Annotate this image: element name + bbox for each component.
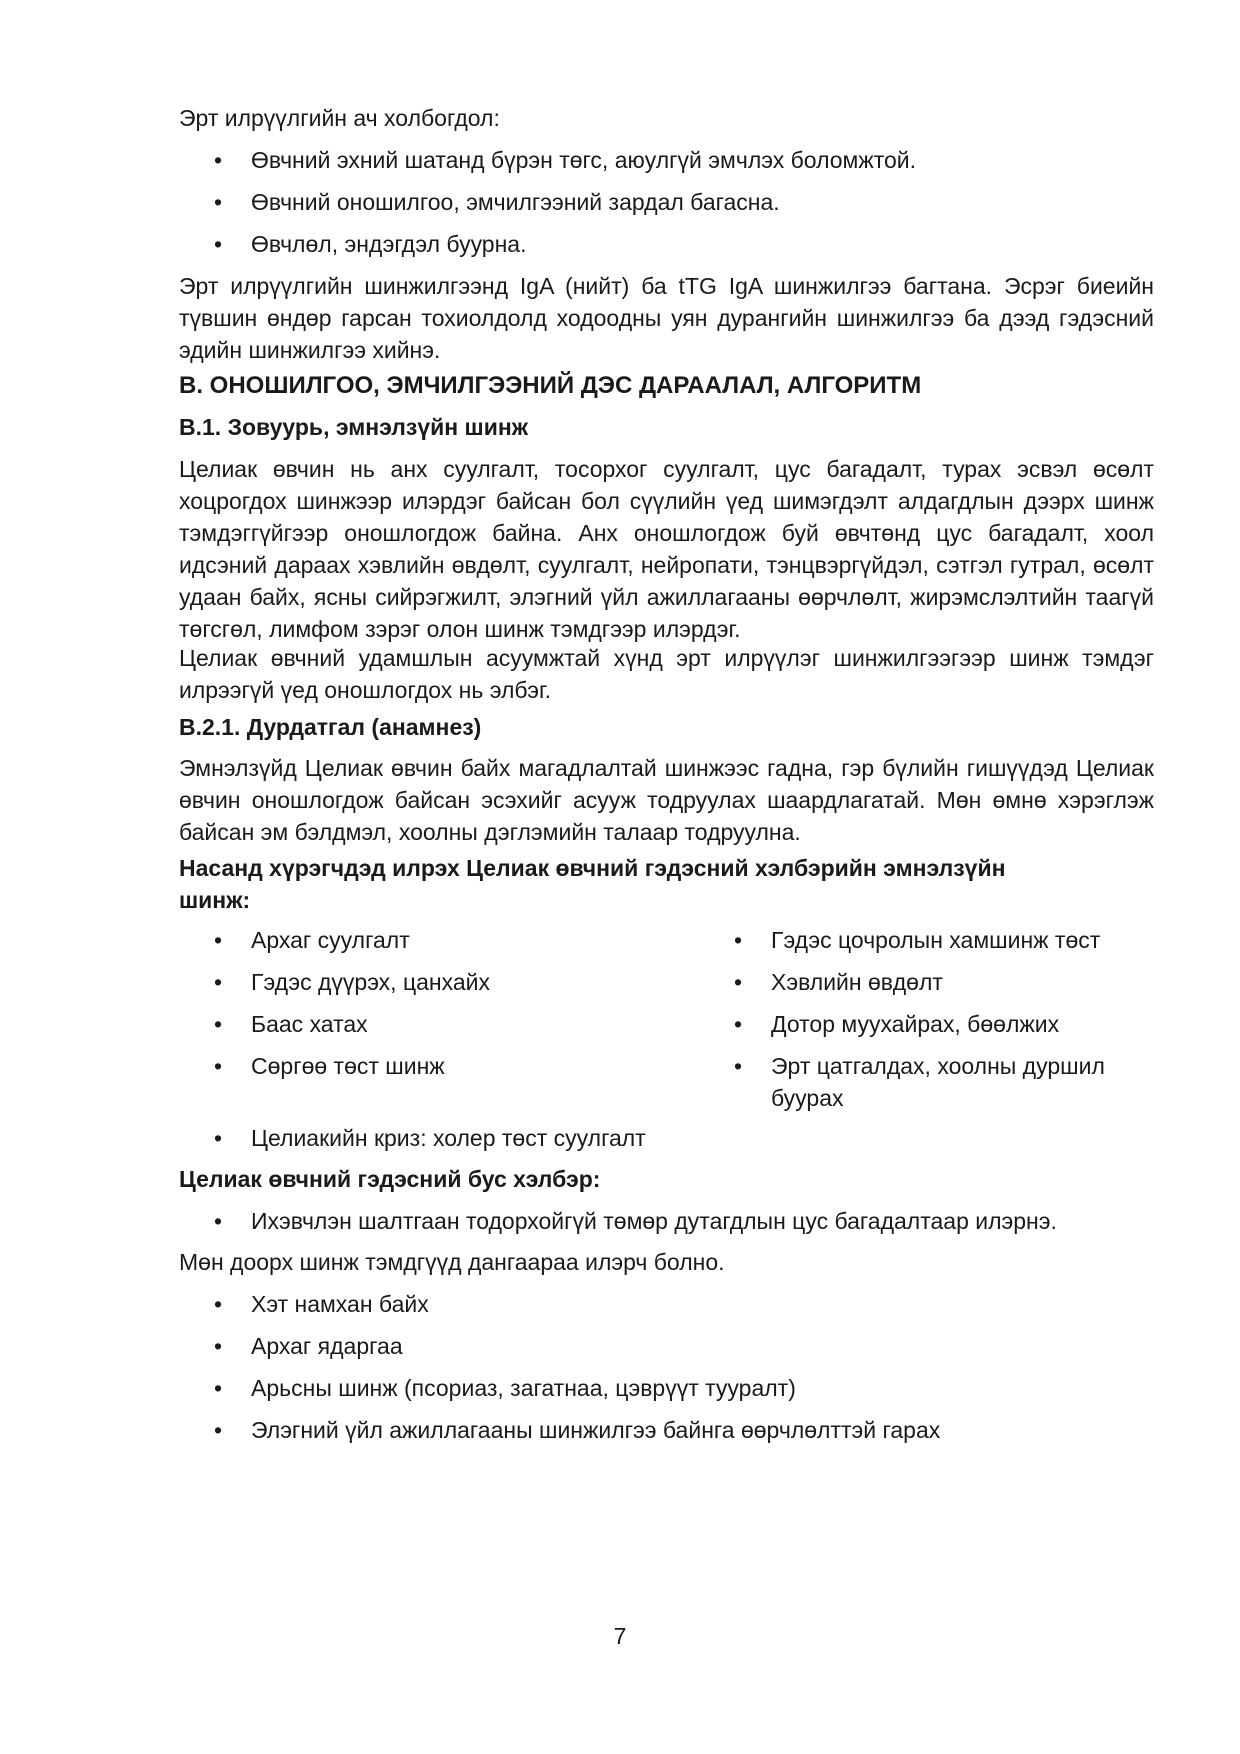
screening-paragraph: Эрт илрүүлгийн шинжилгээнд IgA (нийт) ба tTG IgA шинжилгээ багтана. Эсрэг биеийн түвшин өндөр гарсан тохиолдолд ходоодны уян дурангийн шинжилгээ ба дээд гэдэсний эдийн шинжилгээ хийнэ.	[179, 273, 1154, 363]
page-number: 7	[613, 1623, 627, 1649]
b1-paragraph-1: Целиак өвчин нь анх суулгалт, тосорхог суулгалт, цус багадалт, турах эсвэл өсөлт хоцрогдох шинжээр илэрдэг байсан бол сүүлийн үед шимэгдэлт алдагдлын дээрх шинж тэмдэггүйгээр оношлогдож байна. Анх оношлогдож буй өвчтөнд цус багадалт, хоол идсэний дараах хэвлийн өвдөлт, суулгалт, нейропати, тэнцвэргүйдэл, сэтгэл гутрал, өсөлт удаан байх, ясны сийрэгжилт, элэгний үйл ажиллагааны өөрчлөлт, жирэмслэлтийн таагүй төгсгөл, лимфом зэрэг олон шинж тэмдгээр илэрдэг.	[179, 456, 1154, 642]
list-item: • Ихэвчлэн шалтгаан тодорхойгүй төмөр дутагдлын цус багадалтаар илэрнэ.	[179, 1205, 1179, 1237]
list-item: • Өвчний эхний шатанд бүрэн төгс, аюулгүй эмчлэх боломжтой.	[179, 144, 1179, 176]
list-item: • Элэгний үйл ажиллагааны шинжилгээ байнга өөрчлөлттэй гарах	[179, 1414, 1179, 1446]
non-intestinal-list	[179, 1205, 1179, 1237]
list-item: • Архаг суулгалт	[179, 924, 609, 956]
list-item: • Дотор муухайрах, бөөлжих	[699, 1008, 1154, 1040]
section-b1-title: В.1. Зовуурь, эмнэлзүйн шинж	[179, 414, 529, 440]
additional-symptoms-list	[179, 1288, 1179, 1446]
early-detection-heading: Эрт илрүүлгийн ач холбогдол:	[179, 105, 500, 131]
early-detection-list	[179, 144, 1179, 260]
also-symptoms-text: Мөн доорх шинж тэмдгүүд дангаараа илэрч болно.	[179, 1249, 725, 1275]
non-intestinal-title: Целиак өвчний гэдэсний бус хэлбэр:	[179, 1166, 601, 1192]
adult-symptoms-left-list	[179, 924, 609, 1082]
list-item: • Архаг ядаргаа	[179, 1330, 1179, 1362]
list-item: • Хэвлийн өвдөлт	[699, 966, 1154, 998]
list-item: • Хэт намхан байх	[179, 1288, 1179, 1320]
list-item: • Өвчний оношилгоо, эмчилгээний зардал багасна.	[179, 186, 1179, 218]
list-item: • Баас хатах	[179, 1008, 609, 1040]
b21-paragraph: Эмнэлзүйд Целиак өвчин байх магадлалтай шинжээс гадна, гэр бүлийн гишүүдэд Целиак өвчин оношлогдож байсан эсэхийг асууж тодруулах шаардлагатай. Мөн өмнө хэрэглэж байсан эм бэлдмэл, хоолны дэглэмийн талаар тодруулна.	[179, 755, 1154, 845]
list-item: • Сөргөө төст шинж	[179, 1050, 609, 1082]
section-b-title: В. ОНОШИЛГОО, ЭМЧИЛГЭЭНИЙ ДЭС ДАРААЛАЛ, АЛГОРИТМ	[179, 372, 922, 399]
list-item: • Өвчлөл, эндэгдэл буурна.	[179, 228, 1179, 260]
list-item: • Арьсны шинж (псориаз, загатнаа, цэврүүт тууралт)	[179, 1372, 1179, 1404]
list-item: • Гэдэс цочролын хамшинж төст	[699, 924, 1154, 956]
b1-paragraph-2: Целиак өвчний удамшлын асуумжтай хүнд эрт илрүүлэг шинжилгээгээр шинж тэмдэг илрээгүй үед оношлогдох нь элбэг.	[179, 645, 1154, 703]
list-item: • Целиакийн криз: холер төст суулгалт	[179, 1122, 1179, 1154]
celiac-crisis-list	[179, 1122, 1179, 1154]
section-b21-title: В.2.1. Дурдатгал (анамнез)	[179, 714, 482, 740]
adult-symptoms-title: Насанд хүрэгчдэд илрэх Целиак өвчний гэдэсний хэлбэрийн эмнэлзүйн шинж:	[179, 855, 1006, 913]
adult-symptoms-right-list	[699, 924, 1154, 1114]
list-item: • Гэдэс дүүрэх, цанхайх	[179, 966, 609, 998]
list-item: • Эрт цатгалдах, хоолны дуршил буурах	[699, 1050, 1154, 1114]
